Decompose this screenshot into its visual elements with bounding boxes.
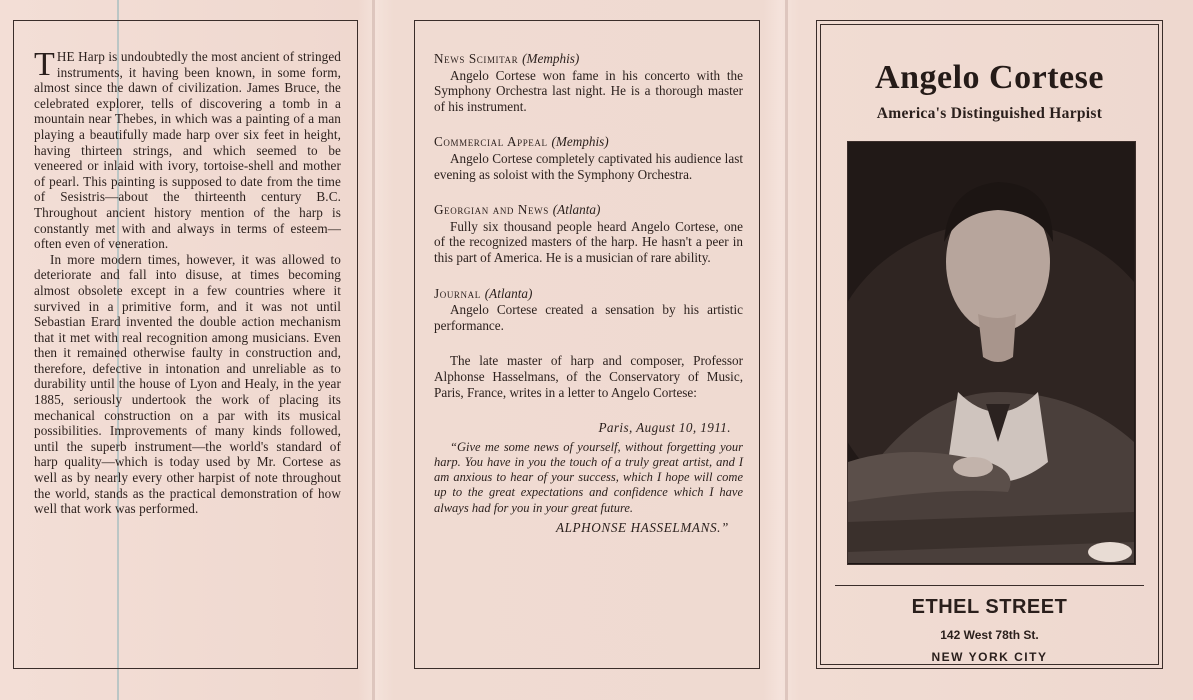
review-source: Commercial Appeal (Memphis) (434, 134, 609, 150)
portrait-illustration (848, 142, 1134, 563)
manager-address: 142 West 78th St. (940, 628, 1039, 642)
letter-dateline: Paris, August 10, 1911. (598, 420, 731, 436)
review-source: Georgian and News (Atlanta) (434, 202, 601, 218)
review-georgian-news (434, 202, 743, 265)
history-panel (13, 20, 358, 669)
manager-name: ETHEL STREET (911, 596, 1068, 618)
cover-frame (820, 24, 1159, 665)
history-text (34, 46, 341, 517)
review-news-scimitar (434, 51, 743, 114)
review-commercial-appeal (434, 134, 743, 182)
review-journal (434, 286, 743, 334)
artist-name: Angelo Cortese (875, 59, 1104, 96)
review-source: News Scimitar (Memphis) (434, 51, 580, 66)
review-text: Angelo Cortese created a sensation by his artistic performance. (434, 302, 743, 333)
letter-intro: The late master of harp and composer, Professor Alphonse Hasselmans, of the Conservatory of Music, Paris, France, writes in a letter to Angelo Cortese: (434, 353, 743, 400)
letter-body: “Give me some news of yourself, without forgetting your harp. You have in you the touch of a truly great artist, and I am anxious to hear of your success, which I hope will come up to the great expectations and confidence which I have always had for you in your great future. (434, 439, 743, 515)
fold-line-right (785, 0, 788, 700)
history-paragraph-2: In more modern times, however, it was allowed to deteriorate and fall into disuse, at times becoming almost obsolete except in a few countries where it survived in a primitive form, and it was not until Sebastian Erard invented the double action mechanism that it met with real recognition among musicians. Even then it remained otherwise faulty in construction and, therefore, defective in intonation and unreliable as to durability until the house of Lyon and Healy, in the year 1885, seriously undertook the work of placing its mechanical construction on a par with its musical possibilities. Improvements of many kinds followed, until the superb instrument—the world's standard of harp quality—which is today used by Mr. Cortese as well as by nearly every other harpist of note throughout the world, stands as the practical demonstration of how well that work was performed. (34, 251, 341, 517)
reviews-panel (414, 20, 760, 669)
reviews-content (434, 51, 743, 535)
fold-line-left (372, 0, 375, 700)
artist-subtitle: America's Distinguished Harpist (876, 105, 1103, 122)
manager-city: NEW YORK CITY (931, 650, 1048, 664)
divider-rule (835, 585, 1144, 586)
history-paragraph-1: HE Harp is undoubtedly the most ancient of stringed instruments, it having been known, in some form, almost since the dawn of civilization. James Bruce, the celebrated explorer, tells of discovering a tomb in a mountain near Thebes, in which was a painting of a man playing a beautifully made harp over six feet in height, having thirteen strings, and which seemed to be veneered or inlaid with ivory, tortoise-shell and mother of pearl. This painting is supposed to date from the time of Sesistris—about the thirteenth century B.C. Throughout ancient history mention of the harp is constantly met with and always in terms of esteem—often even of veneration. (34, 49, 341, 252)
review-text: Angelo Cortese completely captivated his audience last evening as soloist with the Symphony Orchestra. (434, 150, 743, 182)
portrait-photo-icon (847, 141, 1136, 565)
review-source: Journal (Atlanta) (434, 285, 533, 301)
cover-panel (816, 20, 1163, 669)
review-text: Fully six thousand people heard Angelo Cortese, one of the recognized masters of the harp. He hasn't a peer in this part of America. He is a musician of rare ability. (434, 218, 743, 265)
review-text: Angelo Cortese won fame in his concerto with the Symphony Orchestra last night. He is a thorough master of his instrument. (434, 67, 743, 114)
letter-signature: ALPHONSE HASSELMANS.” (555, 519, 729, 535)
drop-cap: T (34, 46, 55, 83)
